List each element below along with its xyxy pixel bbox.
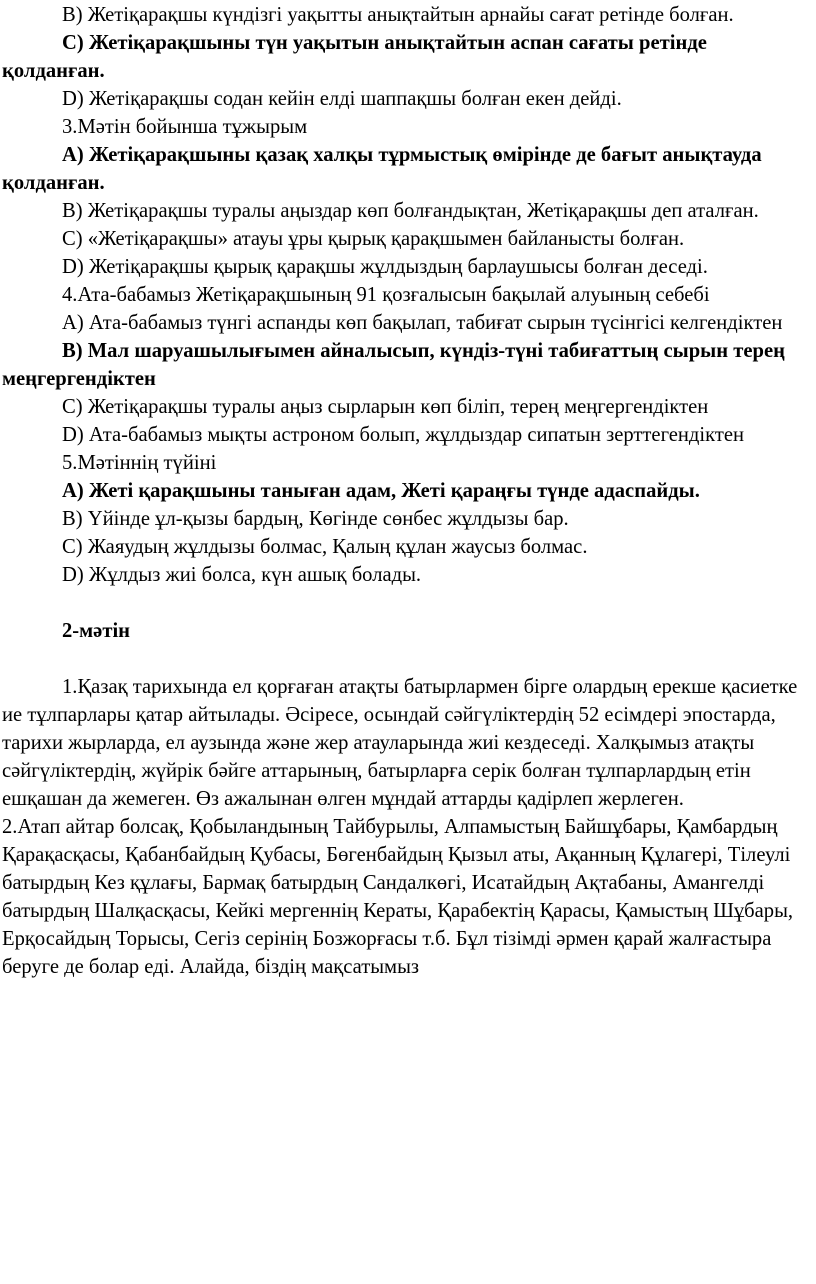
q5-option-c: С) Жаяудың жұлдызы болмас, Қалың құлан жаусыз болмас. [62, 536, 588, 558]
q4-option-b-correct: В) Мал шаруашылығымен айналысып, күндіз-түні табиғаттың сырын терең меңгергендіктен [2, 340, 785, 390]
q4-option-d: D) Ата-бабамыз мықты астроном болып, жұлдыздар сипатын зерттегендіктен [62, 424, 744, 446]
q3-option-b: В) Жетіқарақшы туралы аңыздар көп болғандықтан, Жетіқарақшы деп аталған. [62, 200, 759, 222]
q4-option-c: С) Жетіқарақшы туралы аңыз сырларын көп біліп, терең меңгергендіктен [62, 396, 709, 418]
q2-option-c-correct: С) Жетіқарақшыны түн уақытын анықтайтын аспан сағаты ретінде қолданған. [2, 32, 707, 82]
q5-option-b: В) Үйінде ұл-қызы бардың, Көгінде сөнбес жұлдызы бар. [62, 508, 569, 530]
q3-option-d: D) Жетіқарақшы қырық қарақшы жұлдыздың барлаушысы болған деседі. [62, 256, 708, 278]
q5-option-d: D) Жұлдыз жиі болса, күн ашық болады. [62, 564, 422, 586]
q3-option-c: С) «Жетіқарақшы» атауы ұры қырық қарақшымен байланысты болған. [62, 228, 685, 250]
q5-question: 5.Мәтіннің түйіні [62, 452, 217, 474]
q2-option-b: В) Жетіқарақшы күндізгі уақытты анықтайтын арнайы сағат ретінде болған. [62, 4, 734, 26]
q3-question: 3.Мәтін бойынша тұжырым [62, 116, 308, 138]
spacer [2, 589, 810, 617]
q4-question: 4.Ата-бабамыз Жетіқарақшының 91 қозғалысын бақылай алуының себебі [62, 284, 710, 306]
paragraph-2: 2.Атап айтар болсақ, Қобыландының Тайбурылы, Алпамыстың Байшұбары, Қамбардың Қарақасқасы, Қабанбайдың Қубасы, Бөгенбайдың Қызыл аты, Ақанның Құлагері, Тілеулі батырдың Кез құлағы, Бармақ батырдың Сандалкөгі, Исатайдың Ақтабаны, Амангелді батырдың Шалқасқасы, Кейкі мергеннің Кераты, Қарабектің Қарасы, Қамыстың Шұбары, Ерқосайдың Торысы, Сегіз серінің Бозжорғасы т.б. Бұл тізімді әрмен қарай жалғастыра беруге де болар еді. Алайда, біздің мақсатымыз [2, 816, 794, 978]
spacer [2, 645, 810, 673]
section-heading: 2-мәтін [62, 620, 131, 642]
q2-option-d: D) Жетіқарақшы содан кейін елді шаппақшы болған екен дейді. [62, 88, 622, 110]
q5-option-a-correct: А) Жеті қарақшыны таныған адам, Жеті қараңғы түнде адаспайды. [62, 480, 700, 502]
paragraph-1: 1.Қазақ тарихында ел қорғаған атақты батырлармен бірге олардың ерекше қасиетке ие тұлпарлары қатар айтылады. Әсіресе, осындай сәйгүліктердің 52 есімдері эпостарда, тарихи жырларда, ел аузында және жер атауларында жиі кездеседі. Халқымыз атақты сәйгүліктердің, жүйрік бәйге аттарының, батырларға серік болған тұлпарлардың етін ешқашан да жемеген. Өз ажалынан өлген мұндай аттарды қадірлеп жерлеген. [2, 676, 798, 810]
q4-option-a: А) Ата-бабамыз түнгі аспанды көп бақылап, табиғат сырын түсінгісі келгендіктен [62, 312, 783, 334]
q3-option-a-correct: А) Жетіқарақшыны қазақ халқы тұрмыстық өмірінде де бағыт анықтауда қолданған. [2, 144, 762, 194]
